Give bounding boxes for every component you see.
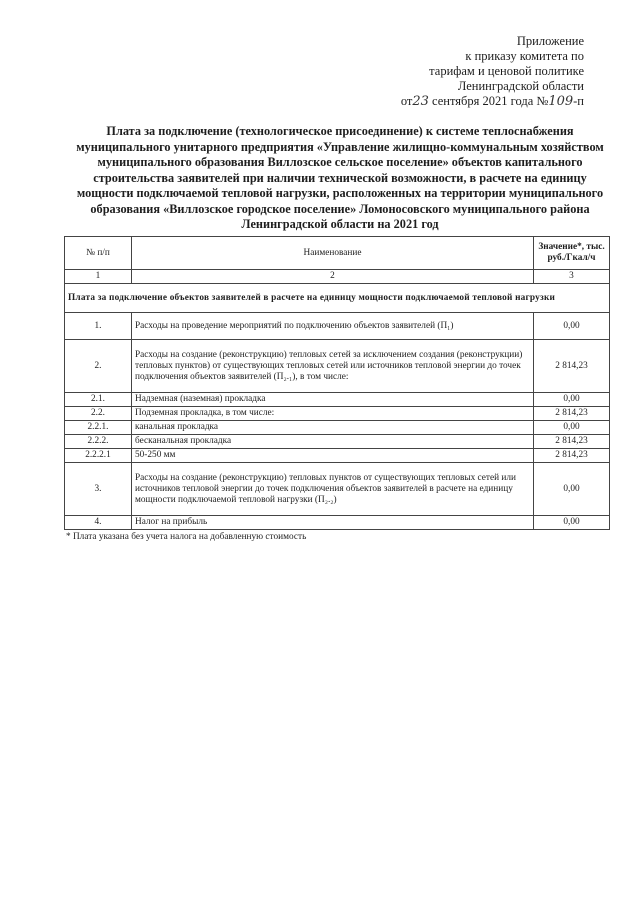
table-row (65, 340, 610, 393)
appendix-line: к приказу комитета по (465, 49, 584, 63)
row-name: Подземная прокладка, в том числе: (132, 407, 534, 421)
header-name: Наименование (132, 237, 534, 270)
row-value: 2 814,23 (534, 435, 610, 449)
row-value: 0,00 (534, 463, 610, 516)
header-value: Значение*, тыс. руб./Гкал/ч (534, 237, 610, 270)
row-name: канальная прокладка (132, 421, 534, 435)
row-number: 2.2. (65, 407, 132, 421)
table-row (65, 407, 610, 421)
row-value: 2 814,23 (534, 449, 610, 463)
row-name: Налог на прибыль (132, 516, 534, 530)
date-rest: сентября 2021 года № (432, 94, 549, 108)
appendix-line: Приложение (516, 34, 584, 48)
order-suffix: -п (573, 94, 584, 108)
row-value: 2 814,23 (534, 407, 610, 421)
table-row (65, 463, 610, 516)
appendix-line: тарифам и ценовой политике (429, 64, 584, 78)
index-cell: 2 (132, 270, 534, 284)
title-line: Ленинградской области на 2021 год (241, 217, 439, 231)
index-cell: 1 (65, 270, 132, 284)
table-header-row (65, 237, 610, 270)
title-line: образования «Виллозское городское поселение» Ломоносовского муниципального района (90, 201, 590, 216)
appendix-block (354, 34, 584, 109)
date-prefix: от (400, 94, 413, 108)
title-line: строительства заявителей при наличии технической возможности, в расчете на единицу (93, 170, 587, 185)
row-name: Надземная (наземная) прокладка (132, 393, 534, 407)
row-number: 4. (65, 516, 132, 530)
row-value: 0,00 (534, 516, 610, 530)
document-title (60, 124, 620, 233)
appendix-line: Ленинградской области (457, 79, 584, 93)
tariff-table (64, 236, 610, 530)
row-number: 2.2.1. (65, 421, 132, 435)
row-value: 0,00 (534, 421, 610, 435)
order-number: 109 (548, 94, 574, 109)
appendix-date-line (354, 94, 584, 109)
row-value: 2 814,23 (534, 340, 610, 393)
title-line: муниципального унитарного предприятия «Управление жилищно-коммунальным хозяйством (76, 139, 604, 154)
section-title: Плата за подключение объектов заявителей в расчете на единицу мощности подключаемой тепловой нагрузки (65, 284, 610, 313)
section-row (65, 284, 610, 313)
date-day: 23 (412, 94, 429, 109)
table-row (65, 313, 610, 340)
title-line: мощности подключаемой тепловой нагрузки, расположенных на территории муниципального (76, 186, 604, 200)
row-name: Расходы на создание (реконструкцию) тепловых сетей за исключением создания (реконструкции) тепловых пунктов) от существующих тепловых сетей или источников тепловой энергии до точек подключения объектов заявителей (П₂.₁), в том числе: (132, 340, 534, 393)
row-number: 2.2.2. (65, 435, 132, 449)
row-name: Расходы на проведение мероприятий по подключению объектов заявителей (П₁) (132, 313, 534, 340)
table-row (65, 435, 610, 449)
row-value: 0,00 (534, 313, 610, 340)
row-number: 2.1. (65, 393, 132, 407)
footnote: * Плата указана без учета налога на добавленную стоимость (66, 532, 307, 542)
row-name: Расходы на создание (реконструкцию) тепловых пунктов от существующих тепловых сетей или источников тепловой энергии до точек подключения объектов заявителей в расчете на единицу мощности подключаемой тепловой нагрузки (П₂.₂) (132, 463, 534, 516)
header-number: № п/п (65, 237, 132, 270)
row-number: 1. (65, 313, 132, 340)
table-row (65, 516, 610, 530)
index-cell: 3 (534, 270, 610, 284)
table-row (65, 421, 610, 435)
title-line: Плата за подключение (технологическое присоединение) к системе теплоснабжения (106, 124, 574, 138)
title-line: муниципального образования Виллозское сельское поселение» объектов капитального (97, 155, 583, 169)
row-name: бесканальная прокладка (132, 435, 534, 449)
row-name: 50-250 мм (132, 449, 534, 463)
table-row (65, 393, 610, 407)
table-index-row (65, 270, 610, 284)
row-number: 2. (65, 340, 132, 393)
row-number: 2.2.2.1 (65, 449, 132, 463)
table-row (65, 449, 610, 463)
row-value: 0,00 (534, 393, 610, 407)
row-number: 3. (65, 463, 132, 516)
